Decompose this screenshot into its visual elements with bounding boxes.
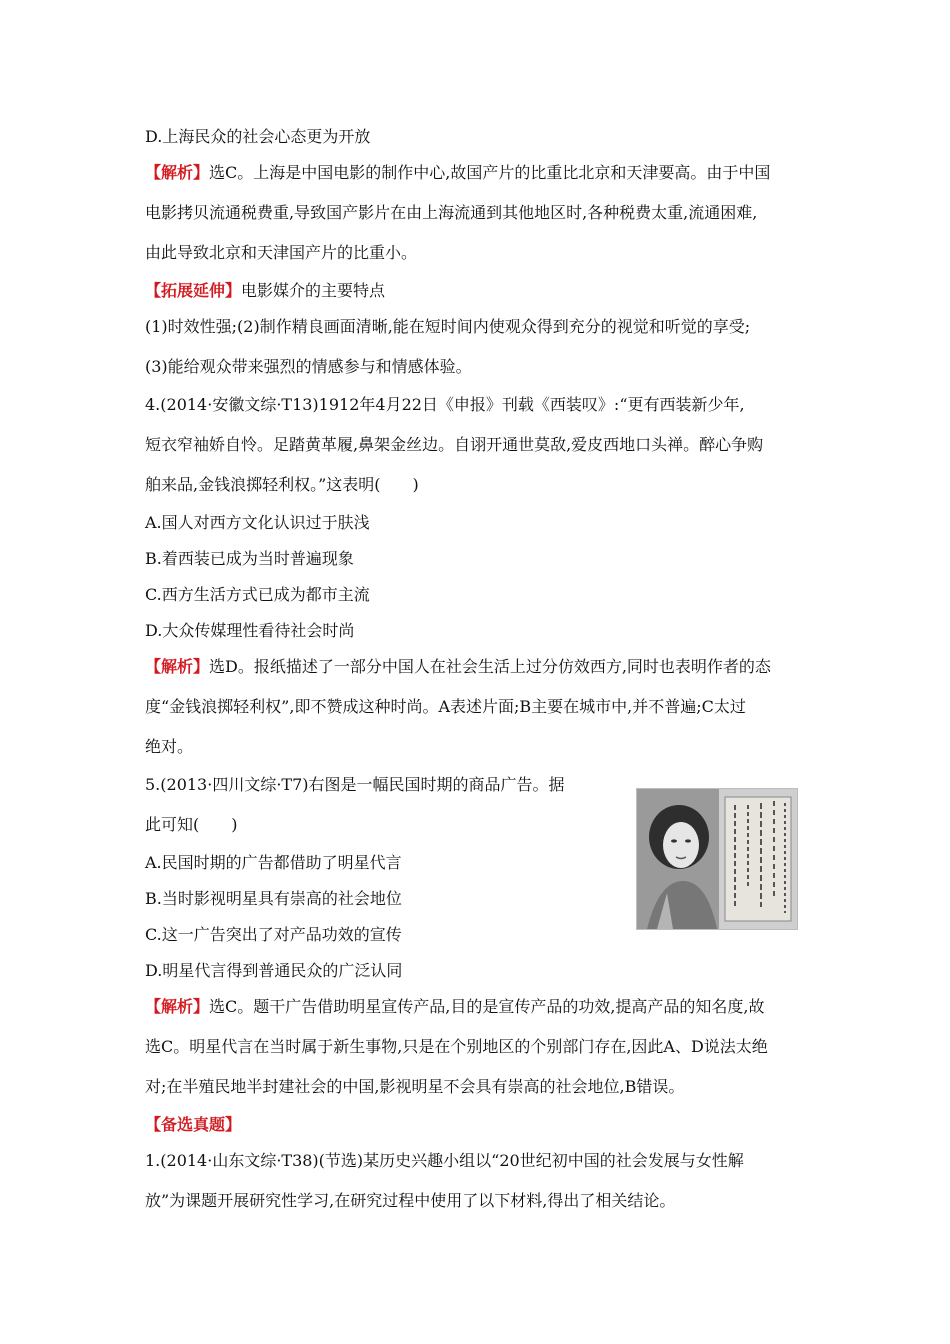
text-line (145, 736, 193, 758)
text-line (145, 814, 238, 836)
backup-questions-heading (145, 1114, 241, 1136)
line-text: 放”为课题开展研究性学习,在研究过程中使用了以下材料,得出了相关结论。 (145, 1191, 676, 1210)
line-text: 此可知( ) (145, 815, 238, 834)
question-4-line (145, 394, 745, 416)
analysis-tag: 【解析】 (145, 163, 210, 182)
text-line (145, 202, 757, 224)
text-line (145, 1190, 675, 1212)
analysis-line (145, 996, 765, 1018)
backup-tag: 【备选真题】 (145, 1115, 242, 1134)
advertisement-image (637, 789, 797, 929)
text-line (145, 696, 746, 718)
line-text: 5.(2013·四川文综·T7)右图是一幅民国时期的商品广告。据 (145, 775, 565, 794)
line-text: A.国人对西方文化认识过于肤浅 (145, 513, 370, 532)
line-text: 选D。报纸描述了一部分中国人在社会生活上过分仿效西方,同时也表明作者的态 (209, 657, 771, 676)
line-text: C.西方生活方式已成为都市主流 (145, 585, 370, 604)
line-text: B.着西装已成为当时普遍现象 (145, 549, 354, 568)
line-text: 4.(2014·安徽文综·T13)1912年4月22日《申报》刊载《西装叹》:“更有西装新少年, (145, 395, 745, 414)
text-line (145, 1036, 768, 1058)
analysis-line (145, 656, 771, 678)
question-5-line (145, 774, 565, 796)
line-text: (3)能给观众带来强烈的情感参与和情感体验。 (145, 357, 472, 376)
option-a (145, 512, 370, 534)
line-text: 电影媒介的主要特点 (241, 281, 386, 300)
analysis-line (145, 162, 770, 184)
line-text: (1)时效性强;(2)制作精良画面清晰,能在短时间内使观众得到充分的视觉和听觉的享受; (145, 317, 751, 336)
line-text: 电影拷贝流通税费重,导致国产影片在由上海流通到其他地区时,各种税费太重,流通困难, (145, 203, 758, 222)
line-text: 选C。题干广告借助明星宣传产品,目的是宣传产品的功效,提高产品的知名度,故 (209, 997, 765, 1016)
text-line (145, 242, 417, 264)
option-a (145, 852, 402, 874)
line-text: 度“金钱浪掷轻利权”,即不赞成这种时尚。A表述片面;B主要在城市中,并不普遍;C太过 (145, 697, 746, 716)
option-d (145, 620, 354, 642)
option-b (145, 548, 354, 570)
option-b (145, 888, 402, 910)
line-text: D.明星代言得到普通民众的广泛认同 (145, 961, 403, 980)
option-d (145, 960, 402, 982)
analysis-tag: 【解析】 (145, 657, 210, 676)
line-text: 绝对。 (145, 737, 194, 756)
extension-line (145, 280, 385, 302)
option-c (145, 924, 402, 946)
text-line (145, 434, 763, 456)
line-text: B.当时影视明星具有崇高的社会地位 (145, 889, 402, 908)
line-text: 选C。明星代言在当时属于新生事物,只是在个别地区的个别部门存在,因此A、D说法太绝 (145, 1037, 768, 1056)
option-c (145, 584, 370, 606)
text-line (145, 1076, 684, 1098)
line-text: 选C。上海是中国电影的制作中心,故国产片的比重比北京和天津要高。由于中国 (209, 163, 771, 182)
text-line (145, 316, 750, 338)
line-text: 舶来品,金钱浪掷轻利权。”这表明( ) (145, 475, 419, 494)
line-text: 1.(2014·山东文综·T38)(节选)某历史兴趣小组以“20世纪初中国的社会发展与女性解 (145, 1151, 744, 1170)
line-text: A.民国时期的广告都借助了明星代言 (145, 853, 402, 872)
text-line (145, 474, 419, 496)
text-line (145, 126, 370, 148)
line-text: D.大众传媒理性看待社会时尚 (145, 621, 355, 640)
line-text: 由此导致北京和天津国产片的比重小。 (145, 243, 418, 262)
text-line (145, 356, 472, 378)
line-text: 短衣窄袖娇自怜。足踏黄革履,鼻架金丝边。自诩开通世莫敌,爱皮西地口头禅。醉心争购 (145, 435, 764, 454)
question-1-line (145, 1150, 744, 1172)
line-text: 对;在半殖民地半封建社会的中国,影视明星不会具有崇高的社会地位,B错误。 (145, 1077, 685, 1096)
extension-tag: 【拓展延伸】 (145, 281, 242, 300)
line-text: C.这一广告突出了对产品功效的宣传 (145, 925, 402, 944)
analysis-tag: 【解析】 (145, 997, 210, 1016)
line-text: D.上海民众的社会心态更为开放 (145, 127, 371, 146)
advertisement-photo (636, 788, 798, 930)
